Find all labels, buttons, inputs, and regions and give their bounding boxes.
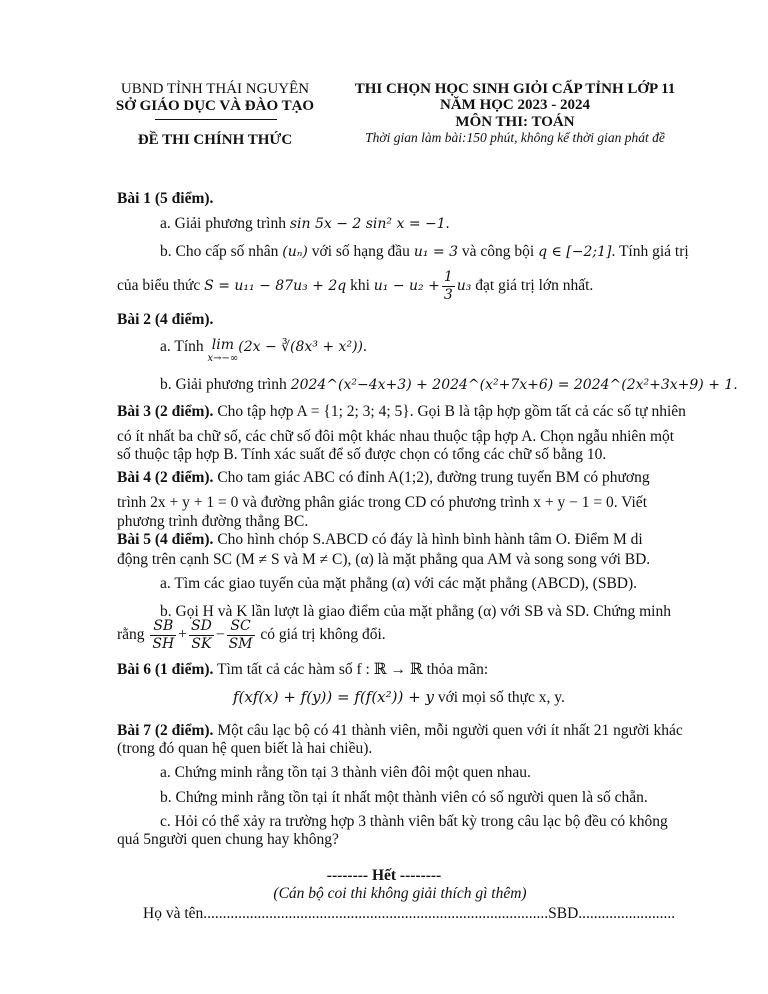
problem-1b-ratio: q ∈ [−2;1] bbox=[538, 244, 612, 260]
problem-1b-cont-khi: khi bbox=[346, 277, 374, 294]
ratio3-num: SC bbox=[227, 618, 255, 636]
problem-1b-text2: với số hạng đầu bbox=[307, 243, 414, 260]
school-year: NĂM HỌC 2023 - 2024 bbox=[440, 97, 590, 113]
problem-2b bbox=[160, 376, 738, 394]
exam-status: ĐỀ THI CHÍNH THỨC bbox=[137, 132, 293, 148]
candidate-name-line: Họ và tên.........................................................................................SBD......................... bbox=[143, 905, 676, 922]
problem-5-rang: rằng bbox=[117, 626, 145, 644]
problem-1b-first-term: u₁ = 3 bbox=[413, 244, 458, 260]
problem-1b-cont-text: của biểu thức bbox=[117, 277, 205, 294]
problem-1b-text3: và công bội bbox=[457, 243, 539, 260]
end-marker: -------- Hết -------- bbox=[326, 867, 442, 884]
problem-7b: b. Chứng minh rằng tồn tại ít nhất một thành viên có số người quen là số chẵn. bbox=[160, 789, 648, 806]
limit-label: lim bbox=[211, 337, 234, 353]
functional-equation-end: với mọi số thực x, y. bbox=[433, 689, 565, 706]
problem-5a: a. Tìm các giao tuyến của mặt phẳng (α) với các mặt phẳng (ABCD), (SBD). bbox=[160, 575, 638, 592]
problem-2-title: Bài 2 (4 điểm). bbox=[117, 311, 214, 328]
problem-5-text1: Cho hình chóp S.ABCD có đáy là hình bình hành tâm O. Điểm M di bbox=[213, 531, 643, 548]
limit-subscript: x→−∞ bbox=[207, 353, 239, 364]
problem-4-line3: phương trình đường thẳng BC. bbox=[117, 513, 309, 530]
problem-1a-text: a. Giải phương trình bbox=[160, 215, 290, 232]
exam-title: THI CHỌN HỌC SINH GIỎI CẤP TỈNH LỚP 11 bbox=[354, 81, 676, 97]
proctor-note: (Cán bộ coi thi không giải thích gì thêm) bbox=[273, 885, 527, 902]
problem-4-line2: trình 2x + y + 1 = 0 và đường phân giác trong CD có phương trình x + y − 1 = 0. Viết bbox=[117, 494, 647, 511]
department-name: SỞ GIÁO DỤC VÀ ĐÀO TẠO bbox=[115, 98, 315, 114]
fraction-denominator: 3 bbox=[443, 286, 453, 303]
header-underline bbox=[155, 119, 277, 120]
problem-7-line2: (trong đó quan hệ quen biết là hai chiều). bbox=[117, 740, 373, 757]
problem-2a-text: a. Tính bbox=[160, 338, 208, 355]
fraction-one-third bbox=[442, 269, 455, 304]
problem-7-text1: Một câu lạc bộ có 41 thành viên, mỗi người quen với ít nhất 21 người khác bbox=[213, 722, 683, 739]
ratio3-den: SM bbox=[228, 636, 253, 652]
problem-5-ratio-end: có giá trị không đổi. bbox=[256, 626, 386, 644]
problem-7a: a. Chứng minh rằng tồn tại 3 thành viên đôi một quen nhau. bbox=[160, 764, 531, 781]
ratio2-den: SK bbox=[191, 636, 212, 652]
problem-2b-text: b. Giải phương trình bbox=[160, 376, 291, 393]
problem-3-title: Bài 3 (2 điểm). bbox=[117, 403, 214, 420]
problem-1b bbox=[160, 243, 689, 261]
expression-S: S = u₁₁ − 87u₃ + 2q bbox=[204, 278, 347, 294]
limit-operator bbox=[208, 338, 239, 366]
problem-1-title: Bài 1 (5 điểm). bbox=[117, 190, 214, 207]
ratio1-den: SH bbox=[152, 636, 175, 652]
fraction-numerator: 1 bbox=[443, 268, 453, 285]
problem-1b-text4: . Tính giá trị bbox=[611, 243, 689, 260]
ratio-SB-SH bbox=[150, 618, 176, 653]
exponential-equation: 2024^(x²−4x+3) + 2024^(x²+7x+6) = 2024^(2x²+3x+9) + 1. bbox=[290, 377, 738, 393]
problem-3-line1 bbox=[117, 403, 686, 421]
condition-expr-part2: u₃ bbox=[456, 278, 472, 294]
ratio2-num: SD bbox=[190, 618, 212, 634]
ratio-SC-SM bbox=[227, 618, 255, 653]
condition-expr-part1: u₁ − u₂ + bbox=[373, 278, 440, 294]
problem-1a-equation: sin 5x − 2 sin² x = −1 bbox=[289, 216, 446, 232]
problem-5b: b. Gọi H và K lần lượt là giao điểm của mặt phẳng (α) với SB và SD. Chứng minh bbox=[160, 603, 671, 620]
problem-1b-cont bbox=[117, 268, 593, 304]
problem-3-line3: số thuộc tập hợp B. Tính xác suất để số được chọn có tổng các chữ số bằng 10. bbox=[117, 446, 607, 463]
problem-4-title: Bài 4 (2 điểm). bbox=[117, 469, 214, 486]
functional-equation-math: f(xf(x) + f(y)) = f(f(x²)) + y bbox=[233, 688, 434, 706]
problem-4-line1 bbox=[117, 469, 650, 487]
problem-7c-cont: quá 5người quen chung hay không? bbox=[117, 831, 339, 848]
problem-1b-text: b. Cho cấp số nhân bbox=[160, 243, 283, 260]
functional-equation bbox=[233, 688, 565, 707]
ratio-SD-SK bbox=[189, 618, 214, 653]
problem-5-line1 bbox=[117, 531, 643, 549]
problem-1b-cont-end: đạt giá trị lớn nhất. bbox=[471, 277, 594, 294]
problem-6-title: Bài 6 (1 điểm). bbox=[117, 661, 214, 678]
problem-2a: a. Tính lim x→−∞ (2x − ∛(8x³ + x²)). bbox=[160, 337, 367, 364]
problem-1b-sequence: (uₙ) bbox=[282, 244, 308, 260]
problem-6-text1: Tìm tất cả các hàm số f : ℝ → ℝ thỏa mãn: bbox=[213, 661, 489, 678]
problem-5-ratio-line: rằng $\frac{SB}{SH}$ + $\frac{SD}{SK}$ − $\frac{SC}{SM}$ có giá trị không đổi. bbox=[117, 618, 386, 652]
ratio1-num: SB bbox=[150, 618, 176, 636]
authority-name: UBND TỈNH THÁI NGUYÊN bbox=[120, 81, 310, 97]
problem-5-title: Bài 5 (4 điểm). bbox=[117, 531, 214, 548]
problem-3-text1: Cho tập hợp A = {1; 2; 3; 4; 5}. Gọi B là tập hợp gồm tất cả các số tự nhiên bbox=[213, 403, 686, 420]
limit-expression: (2x − ∛(8x³ + x²)) bbox=[238, 339, 363, 355]
problem-1a: a. Giải phương trình sin 5x − 2 sin² x = −1. bbox=[160, 215, 450, 232]
problem-7-title: Bài 7 (2 điểm). bbox=[117, 722, 214, 739]
problem-7c: c. Hỏi có thể xảy ra trường hợp 3 thành viên bất kỳ trong câu lạc bộ đều có không bbox=[160, 813, 668, 830]
problem-7-line1 bbox=[117, 722, 683, 740]
problem-3-line2: có ít nhất ba chữ số, các chữ số đôi một khác nhau thuộc tập hợp A. Chọn ngẫu nhiên một bbox=[117, 428, 675, 445]
time-limit: Thời gian làm bài:150 phút, không kể thời gian phát đề bbox=[365, 130, 665, 145]
problem-6-line1 bbox=[117, 661, 488, 679]
subject: MÔN THI: TOÁN bbox=[455, 114, 575, 130]
problem-4-text1: Cho tam giác ABC có đỉnh A(1;2), đường trung tuyến BM có phương bbox=[213, 469, 650, 486]
problem-5-line2: động trên cạnh SC (M ≠ S và M ≠ C), (α) là mặt phẳng qua AM và song song với BD. bbox=[117, 551, 651, 568]
